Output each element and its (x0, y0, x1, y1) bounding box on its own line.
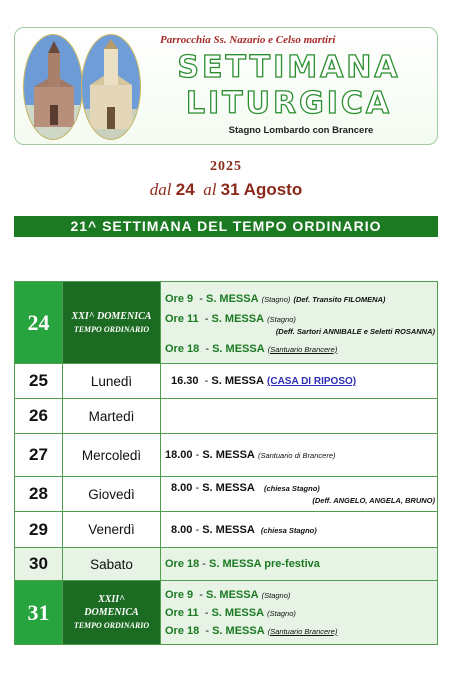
events-cell (161, 581, 438, 645)
event-place: (Santuario di Brancere) (257, 451, 336, 460)
day-number: 28 (15, 477, 63, 512)
day-name (63, 581, 161, 645)
event-place: (Stagno) (267, 314, 296, 324)
event-place: (Stagno) (261, 590, 291, 600)
event-time: 18.00 (165, 449, 193, 461)
church-photo-left (23, 34, 83, 140)
range-to-word: al (203, 180, 217, 199)
table-row (15, 434, 438, 477)
day-number: 27 (15, 434, 63, 477)
event-line: Ore 18 - S. MESSA (Santuario Brancere) (165, 342, 338, 355)
title-settimana: SETTIMANA (177, 50, 401, 85)
header-box (14, 27, 438, 145)
table-row (15, 364, 438, 399)
day-name-line: XXII^ (98, 594, 125, 605)
day-number: 31 (15, 581, 63, 645)
schedule-table (14, 281, 438, 645)
day-name-line: TEMPO ORDINARIO (73, 621, 150, 630)
event-label: S. MESSA (205, 292, 259, 305)
event-note: (Deff. ANGELO, ANGELA, BRUNO) (312, 496, 435, 505)
table-row (15, 399, 438, 434)
parish-name: Parrocchia Ss. Nazario e Celso martiri (160, 34, 336, 46)
event-label: S. MESSA (211, 606, 265, 619)
event-line: Ore 18 - S. MESSA (Santuario Brancere) (165, 624, 338, 637)
event-label: S. MESSA (211, 312, 265, 325)
event-label: S. MESSA pre-festiva (209, 558, 320, 570)
day-number: 30 (15, 548, 63, 581)
event-time: Ore 18 (165, 342, 200, 355)
title-liturgica: LITURGICA (185, 86, 393, 121)
day-name-line: TEMPO ORDINARIO (73, 324, 150, 334)
table-row (15, 581, 438, 645)
day-name: Giovedì (63, 477, 161, 512)
event-place: (Santuario Brancere) (267, 344, 338, 354)
event-place: (Santuario Brancere) (267, 626, 338, 636)
event-note: (Deff. Sartori ANNIBALE e Seletti ROSANNA) (275, 326, 435, 336)
header-subtitle: Stagno Lombardo con Brancere (228, 125, 374, 136)
event-label: S. MESSA (211, 375, 264, 387)
event-label: S. MESSA (212, 624, 265, 637)
event-time: 16.30 (171, 375, 199, 387)
event-line: Ore 9 - S. MESSA (Stagno) (Def. Transito FILOMENA) (165, 292, 386, 305)
range-from-word: dal (149, 180, 172, 199)
event-time: Ore 18 (165, 558, 200, 570)
range-from-day: 24 (175, 180, 195, 199)
event-label: S. MESSA (202, 523, 255, 536)
event-label: S. MESSA (212, 342, 265, 355)
event-line: 16.30 - S. MESSA (CASA DI RIPOSO) (171, 375, 357, 387)
table-row (15, 548, 438, 581)
event-time: Ore 9 (165, 292, 194, 305)
event-place: (chiesa Stagno) (263, 484, 320, 493)
event-line: 8.00 - S. MESSA (chiesa Stagno) (171, 523, 317, 536)
event-place: (CASA DI RIPOSO) (267, 376, 357, 387)
day-name-line: DOMENICA (84, 607, 139, 618)
event-note: (Def. Transito FILOMENA) (293, 294, 386, 304)
event-line: 18.00 - S. MESSA (Santuario di Brancere) (165, 449, 336, 461)
event-place: (chiesa Stagno) (260, 525, 317, 535)
day-number: 26 (15, 399, 63, 434)
year: 2025 (210, 159, 242, 174)
event-line: Ore 9 - S. MESSA (Stagno) (165, 588, 291, 601)
bulletin-page (14, 27, 438, 637)
day-name: Martedì (63, 399, 161, 434)
date-range (14, 180, 438, 200)
day-number: 29 (15, 512, 63, 548)
event-label: S. MESSA (202, 449, 255, 461)
day-number: 24 (15, 282, 63, 364)
day-name (63, 282, 161, 364)
events-cell (161, 512, 438, 548)
events-cell (161, 434, 438, 477)
event-label: S. MESSA (202, 482, 255, 494)
day-number: 25 (15, 364, 63, 399)
event-time: Ore 9 (165, 588, 194, 601)
table-row (15, 282, 438, 364)
day-name: Venerdì (63, 512, 161, 548)
event-place: (Stagno) (267, 608, 296, 618)
event-line: Ore 11 - S. MESSA (Stagno) (165, 606, 296, 619)
range-to-date: 31 Agosto (220, 180, 303, 199)
events-cell (161, 282, 438, 364)
event-time: Ore 11 (165, 606, 199, 619)
event-label: S. MESSA (205, 588, 259, 601)
events-cell (161, 548, 438, 581)
event-time: Ore 18 (165, 624, 200, 637)
church-photo-right (81, 34, 141, 140)
events-cell (161, 399, 438, 434)
day-name: Sabato (63, 548, 161, 581)
events-cell (161, 364, 438, 399)
event-note-line (165, 325, 437, 337)
table-row (15, 477, 438, 512)
day-name: Lunedì (63, 364, 161, 399)
event-time: Ore 11 (165, 312, 199, 325)
table-row (15, 512, 438, 548)
day-name-line: XXI^ DOMENICA (71, 310, 152, 322)
event-line: Ore 11 - S. MESSA (Stagno) (165, 312, 296, 325)
event-note-line (165, 494, 437, 506)
event-time: 8.00 (171, 482, 193, 494)
event-time: 8.00 (171, 523, 193, 536)
event-line: Ore 18 - S. MESSA pre-festiva (165, 558, 320, 570)
events-cell (161, 477, 438, 512)
day-name: Mercoledì (63, 434, 161, 477)
event-line: 8.00 - S. MESSA (chiesa Stagno) (171, 482, 320, 494)
event-place: (Stagno) (261, 294, 291, 304)
week-banner: 21^ SETTIMANA DEL TEMPO ORDINARIO (14, 216, 438, 237)
